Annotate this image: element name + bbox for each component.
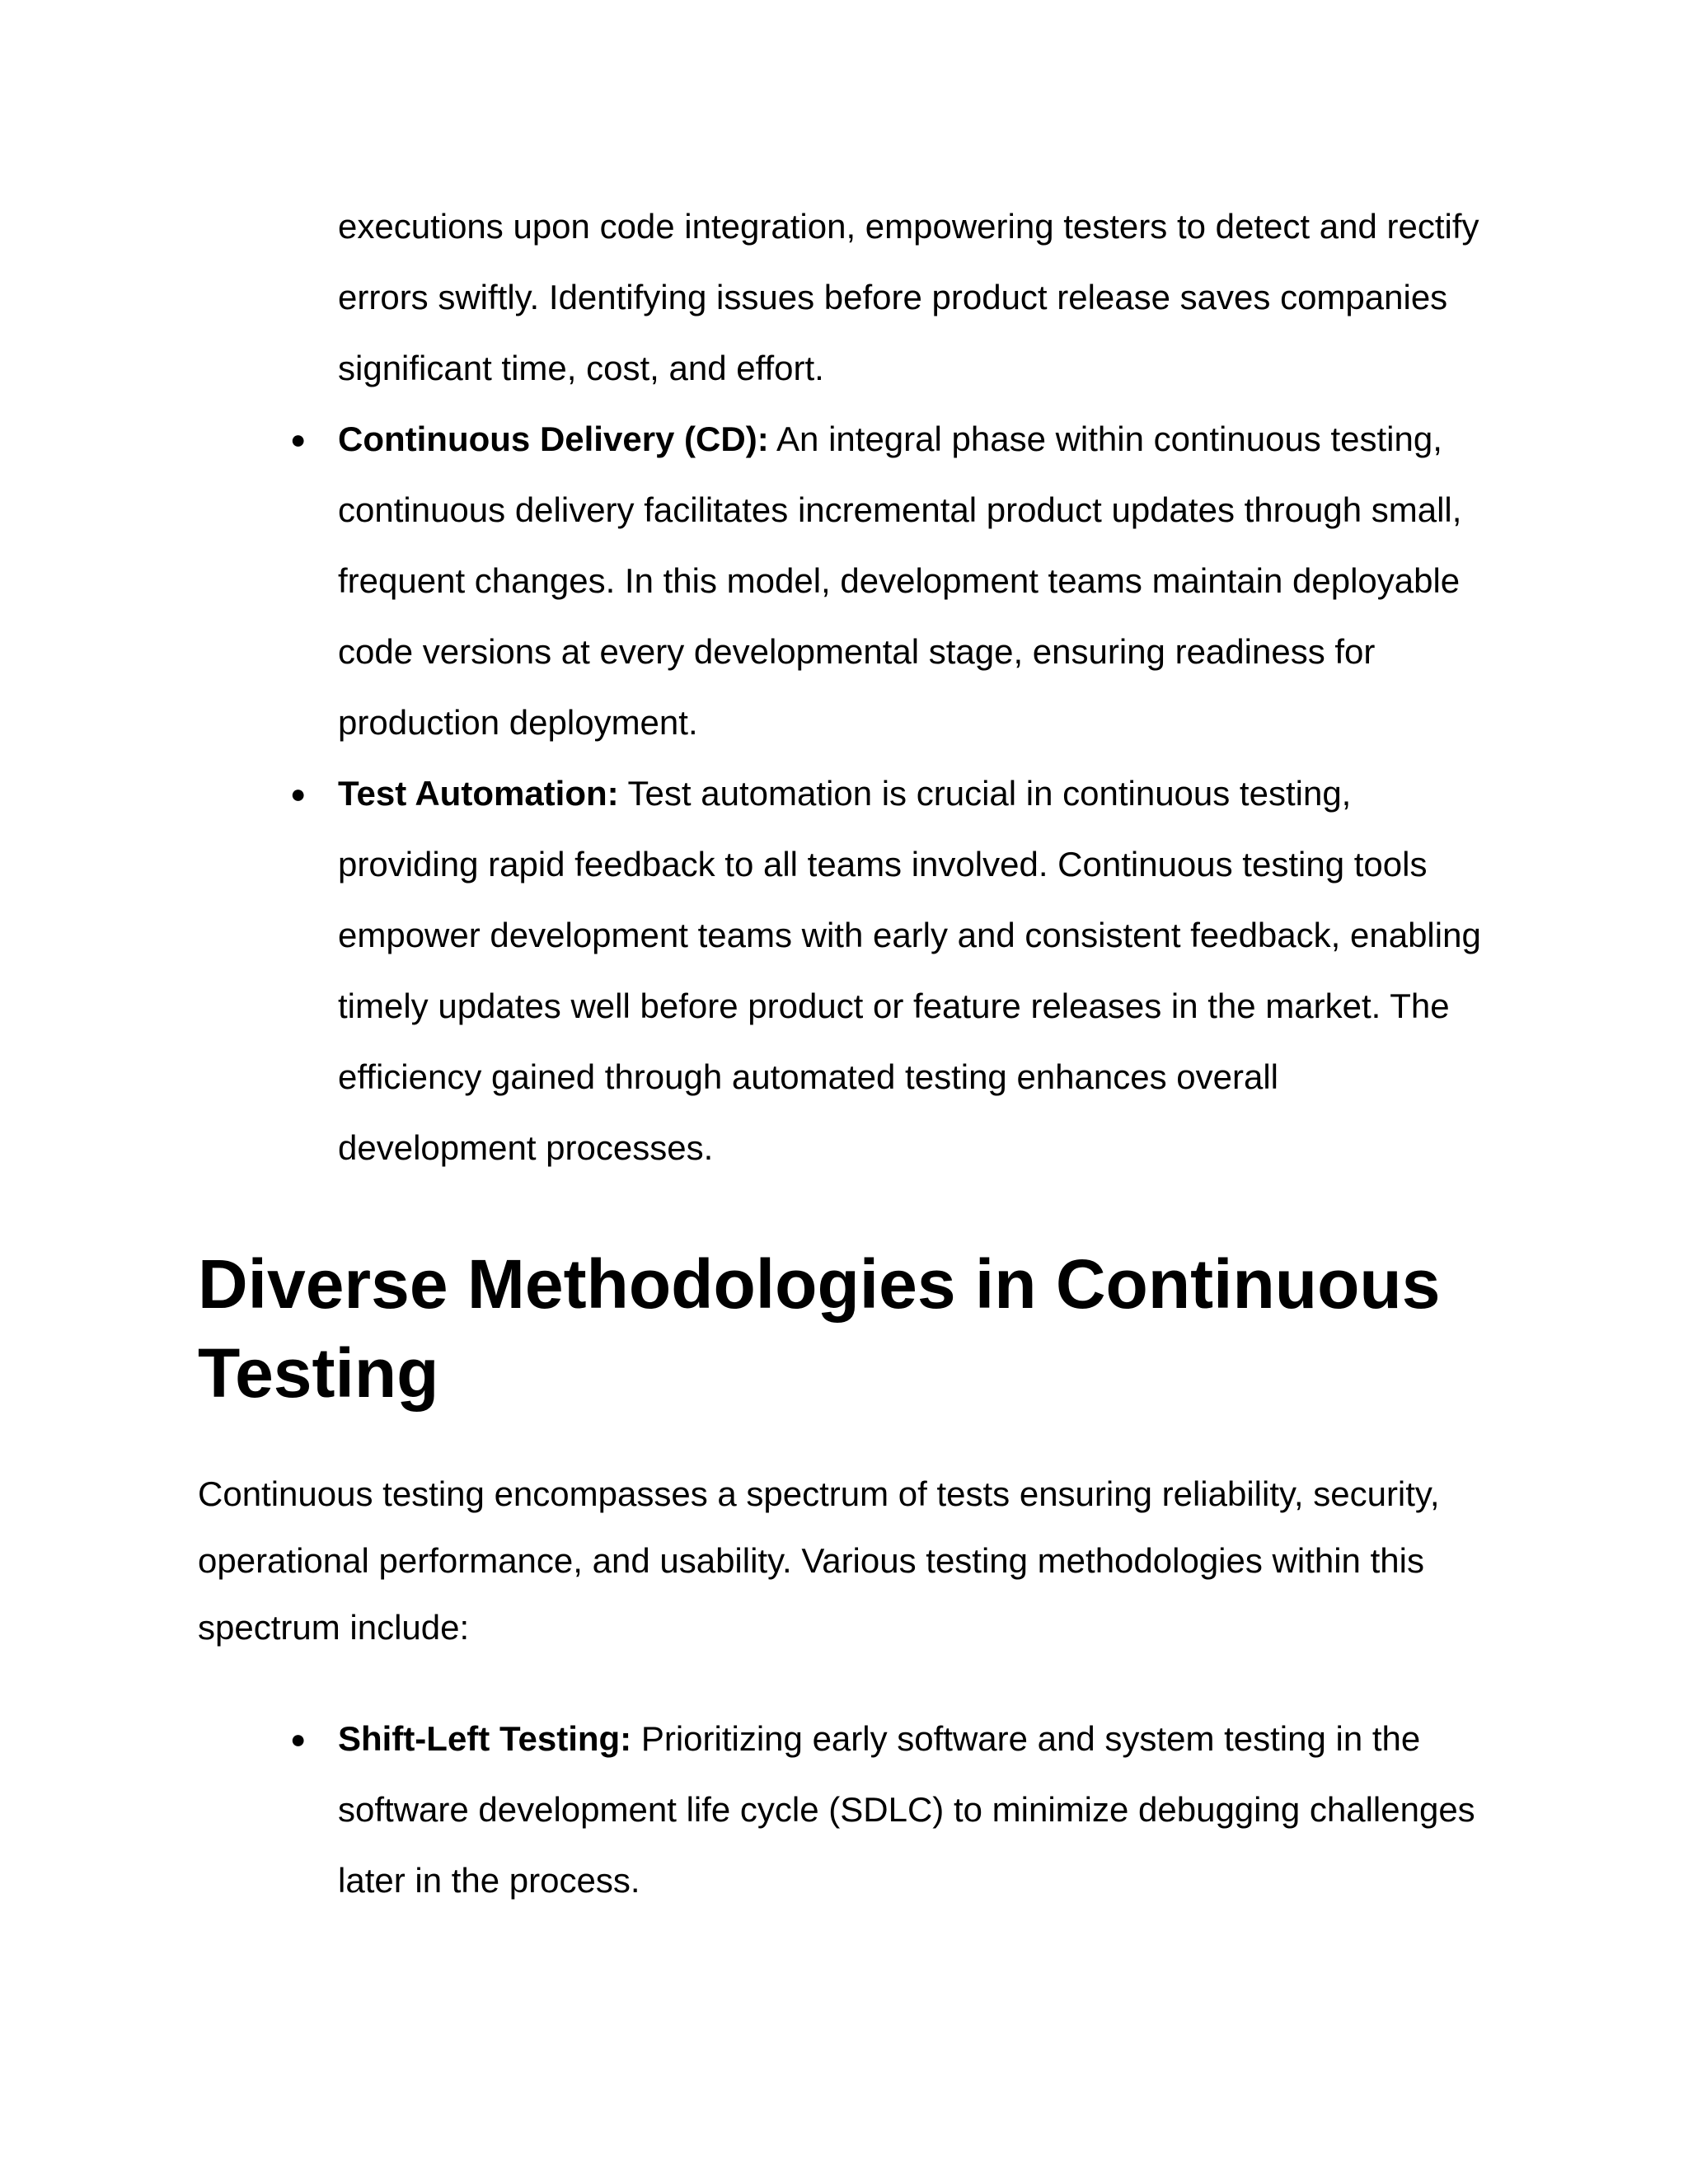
item-text: An integral phase within continuous testing, continuous delivery facilitates incremental product updates through small, frequent changes. In this model, development teams maintain deployable code versions at every developmental stage, ensuring readiness for production deployment. — [338, 419, 1462, 742]
item-term: Shift-Left Testing: — [338, 1719, 632, 1758]
list-item-continuation — [198, 191, 1484, 404]
list-item-continuous-delivery — [198, 404, 1484, 758]
bullet-icon: ● — [290, 424, 307, 454]
item-text: Test automation is crucial in continuous testing, providing rapid feedback to all teams involved. Continuous testing tools empower development teams with early and consistent feedback, enabling timely updates well before product or feature releases in the market. The efficiency gained through automated testing enhances overall development processes. — [338, 774, 1481, 1167]
page-content — [198, 191, 1484, 1916]
bullet-list-top — [198, 191, 1484, 1183]
item-term: Continuous Delivery (CD): — [338, 419, 769, 458]
item-text: Prioritizing early software and system testing in the software development life cycle (SDLC) to minimize debugging challenges later in the process. — [338, 1719, 1475, 1900]
bullet-icon: ● — [290, 1724, 307, 1754]
list-item-shift-left-testing — [198, 1704, 1484, 1916]
section-heading: Diverse Methodologies in Continuous Testing — [198, 1245, 1441, 1412]
continuation-text: executions upon code integration, empowering testers to detect and rectify errors swiftly. Identifying issues before product release saves companies significant time, cost, and effort. — [338, 207, 1479, 387]
item-term: Test Automation: — [338, 774, 619, 813]
section-intro: Continuous testing encompasses a spectrum of tests ensuring reliability, security, operational performance, and usability. Various testing methodologies within this spectrum include: — [198, 1474, 1440, 1647]
bullet-icon: ● — [290, 779, 307, 808]
list-item-test-automation — [198, 758, 1484, 1183]
bullet-list-methodologies — [198, 1704, 1484, 1916]
